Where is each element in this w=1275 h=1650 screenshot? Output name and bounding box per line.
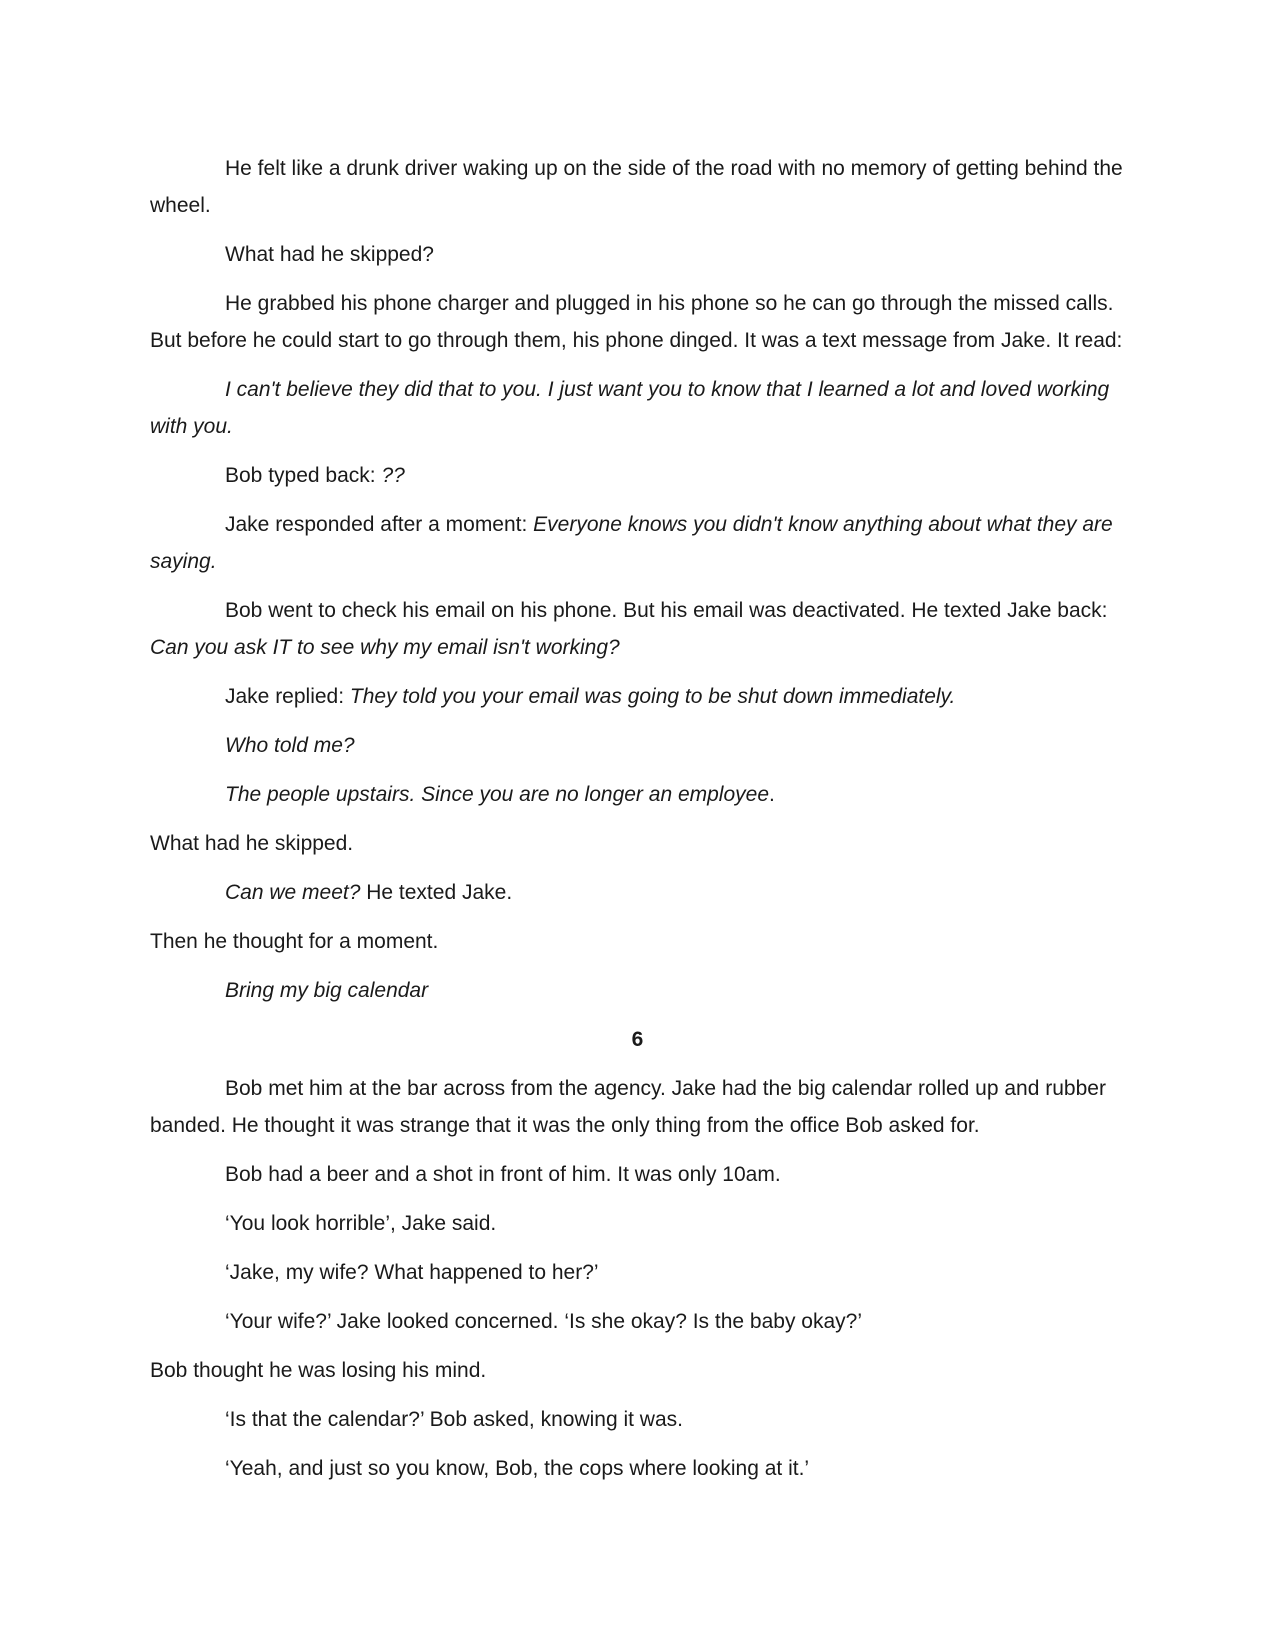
text-run: ‘You look horrible’, Jake said. — [225, 1212, 497, 1235]
manuscript-page — [150, 150, 1125, 1499]
paragraph — [150, 457, 1125, 494]
text-run: Then he thought for a moment. — [150, 930, 439, 953]
italic-text: The people upstairs. Since you are no longer an employee — [225, 783, 770, 806]
paragraph — [150, 506, 1125, 580]
text-run: Bob had a beer and a shot in front of him. It was only 10am. — [225, 1163, 781, 1186]
paragraph — [150, 776, 1125, 813]
paragraph — [150, 874, 1125, 911]
paragraph — [150, 1156, 1125, 1193]
paragraph — [150, 150, 1125, 224]
text-run: He felt like a drunk driver waking up on the side of the road with no memory of getting behind the wheel. — [150, 157, 1123, 217]
paragraph — [150, 1401, 1125, 1438]
italic-text: Can you ask IT to see why my email isn't working? — [150, 636, 620, 659]
text-run: . — [769, 783, 775, 806]
italic-text: They told you your email was going to be shut down immediately. — [349, 685, 956, 708]
text-run: ‘Yeah, and just so you know, Bob, the cops where looking at it.’ — [225, 1457, 810, 1480]
italic-text: Who told me? — [225, 734, 355, 757]
paragraph — [150, 972, 1125, 1009]
text-run: Jake responded after a moment: — [225, 513, 534, 536]
paragraph — [150, 1352, 1125, 1389]
text-run: 6 — [631, 1028, 644, 1051]
text-run: What had he skipped? — [225, 243, 434, 266]
text-run: ‘Is that the calendar?’ Bob asked, knowing it was. — [225, 1408, 683, 1431]
italic-text: Everyone knows you didn't know anything about what they are saying. — [150, 513, 1113, 573]
paragraph — [150, 825, 1125, 862]
paragraph — [150, 1450, 1125, 1487]
text-run: Jake replied: — [225, 685, 350, 708]
paragraph — [150, 285, 1125, 359]
text-run: Bob went to check his email on his phone. But his email was deactivated. He texted Jake back: — [225, 599, 1108, 622]
italic-text: Bring my big calendar — [225, 979, 429, 1002]
text-run: Bob typed back: — [225, 464, 382, 487]
italic-text: ?? — [381, 464, 405, 487]
paragraph — [150, 371, 1125, 445]
chapter-number — [150, 1021, 1125, 1058]
paragraph — [150, 678, 1125, 715]
text-run: ‘Jake, my wife? What happened to her?’ — [225, 1261, 599, 1284]
text-run: What had he skipped. — [150, 832, 354, 855]
paragraph — [150, 923, 1125, 960]
text-run: Bob thought he was losing his mind. — [150, 1359, 487, 1382]
paragraph — [150, 592, 1125, 666]
paragraph — [150, 1070, 1125, 1144]
text-run: Bob met him at the bar across from the agency. Jake had the big calendar rolled up and rubber banded. He thought it was strange that it was the only thing from the office Bob asked for. — [150, 1077, 1106, 1137]
italic-text: I can't believe they did that to you. I just want you to know that I learned a lot and loved working with you. — [150, 378, 1110, 438]
paragraph — [150, 1303, 1125, 1340]
paragraph — [150, 1205, 1125, 1242]
text-run: ‘Your wife?’ Jake looked concerned. ‘Is she okay? Is the baby okay?’ — [225, 1310, 862, 1333]
paragraph — [150, 236, 1125, 273]
text-run: He texted Jake. — [360, 881, 513, 904]
italic-text: Can we meet? — [225, 881, 361, 904]
paragraph — [150, 727, 1125, 764]
paragraph — [150, 1254, 1125, 1291]
text-run: He grabbed his phone charger and plugged in his phone so he can go through the missed calls. But before he could start to go through them, his phone dinged. It was a text message from Jake. It read: — [150, 292, 1123, 352]
